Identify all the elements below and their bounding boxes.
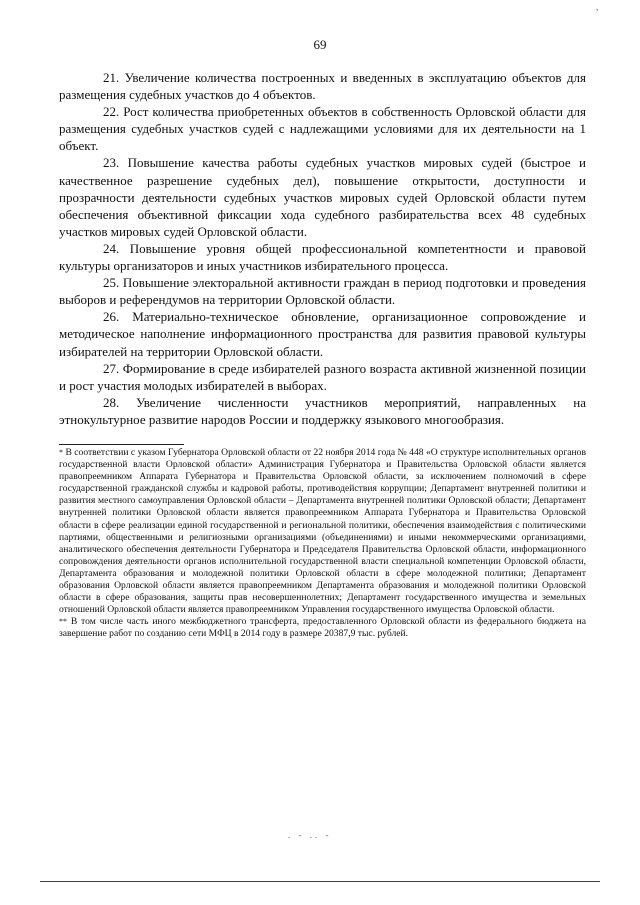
- paragraph-27: 27. Формирование в среде избирателей разного возраста активной жизненной позиции и рост участия молодых избирателей в выборах.: [59, 360, 586, 393]
- paragraph-25: 25. Повышение электоральной активности граждан в период подготовки и проведения выборов и референдумов на территории Орловской области.: [59, 275, 586, 308]
- footnote-marker: **: [59, 617, 67, 627]
- footnote-2: [59, 616, 586, 640]
- footnote-text: В соответствии с указом Губернатора Орловской области от 22 ноября 2014 года № 448 «О структуре исполнительных органов государственной власти Орловской области» Администрация Губернатора и Правительства Орловской области является правопреемником Аппарата Губернатора и Правительства Орловской области, за исключением полномочий в сфере государственной гражданской службы и кадровой работы, противодействия коррупции; Департамент внутренней политики и развития местного самоуправления Орловской области – Департамента внутренней политики Орловской области; Департамент внутренней политики Орловской области является правопреемником Аппарата Губернатора и Правительства Орловской области в сфере реализации единой государственной и региональной политики, обеспечения взаимодействия с политическими партиями, общественными и религиозными организациями (объединениями) и иными некоммерческими организациями, аналитического обеспечения деятельности Губернатора и Председателя Правительства Орловской области, информационного сопровождения деятельности органов исполнительной государственной власти специальной компетенции Орловской области, Департамента образования и молодежной политики Орловской области в сфере молодежной политики; Департамент образования Орловской области является правопреемником Департамента образования и молодежной политики Орловской области в сфере образования, защиты прав несовершеннолетних; Департамент государственного имущества и земельных отношений Орловской области является правопреемником Управления государственного имущества Орловской области.: [59, 447, 586, 616]
- paragraph-23: 23. Повышение качества работы судебных участков мировых судей (быстрое и качественное разрешение судебных дел), повышение открытости, доступности и прозрачности деятельности судебных участков мировых судей Орловской области путем обеспечения объективной фиксации хода судебного разбирательства всех 48 судебных участков мировых судей Орловской области.: [59, 155, 586, 239]
- paragraph-28: 28. Увеличение численности участников мероприятий, направленных на этнокультурное развитие народов России и поддержку языкового многообразия.: [59, 394, 586, 427]
- footnotes: [59, 447, 586, 641]
- page-bottom-edge: [40, 881, 600, 882]
- main-text-body: [59, 69, 586, 428]
- paragraph-22: 22. Рост количества приобретенных объектов в собственность Орловской области для размещения судебных участков судей с надлежащими условиями для их деятельности на 1 объект.: [59, 104, 586, 154]
- paragraph-24: 24. Повышение уровня общей профессиональной компетентности и правовой культуры организаторов и иных участников избирательного процесса.: [59, 240, 586, 274]
- paragraph-26: 26. Материально-техническое обновление, организационное сопровождение и методическое наполнение информационного пространства для развития правовой культуры избирателей на территории Орловской области.: [59, 309, 586, 359]
- scan-corner-mark: ,: [596, 2, 599, 12]
- footnote-marker: *: [59, 448, 63, 457]
- paragraph-21: 21. Увеличение количества построенных и введенных в эксплуатацию объектов для размещения судебных участков до 4 объектов.: [59, 70, 586, 103]
- footnote-separator: [59, 444, 184, 445]
- footnote-text: В том числе часть иного межбюджетного трансферта, предоставленного Орловской области из федерального бюджета на завершение работ по созданию сети МФЦ в 2014 году в размере 20387,9 тыс. рублей.: [59, 616, 586, 640]
- scan-artifact: . - .. -: [288, 830, 332, 840]
- page-number: 69: [313, 37, 327, 52]
- footnote-1: [59, 447, 586, 616]
